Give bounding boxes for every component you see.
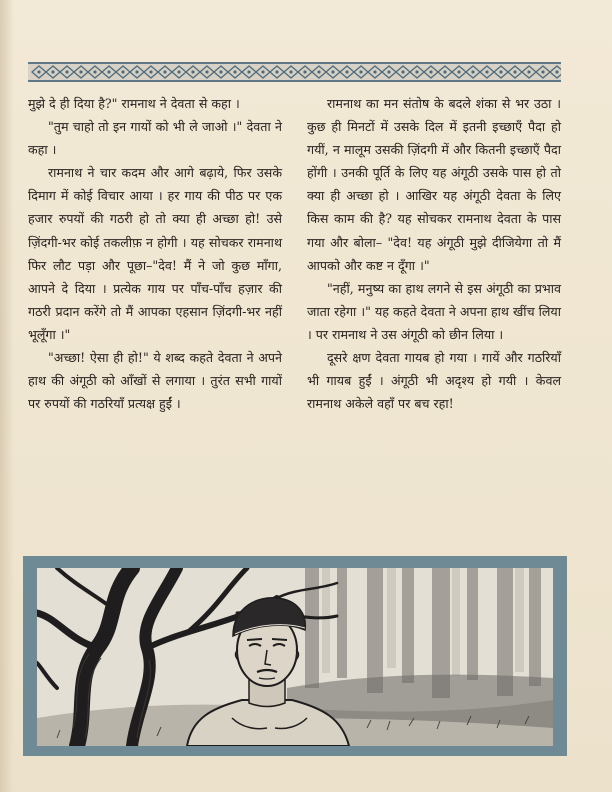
paragraph: दूसरे क्षण देवता गायब हो गया । गायें और गठरियाँ भी गायब हुईं । अंगूठी भी अदृश्य हो गयी । केवल रामनाथ अकेले वहाँ पर बच रहा! [307,350,561,412]
decorative-border [28,62,561,82]
story-illustration [23,556,567,756]
forest-scene-image [37,568,553,746]
paragraph: "तुम चाहो तो इन गायों को भी ले जाओ ।" देवता ने कहा । [28,119,282,158]
right-column [307,92,561,544]
paragraph: "नहीं, मनुष्य का हाथ लगने से इस अंगूठी का प्रभाव जाता रहेगा ।" यह कहते देवता ने अपना हाथ खींच लिया । पर रामनाथ ने उस अंगूठी को छीन लिया । [307,280,561,342]
left-column [28,92,282,544]
paragraph: "अच्छा! ऐसा ही हो!" ये शब्द कहते देवता ने अपने हाथ की अंगूठी को आँखों से लगाया । तुरंत सभी गायों पर रुपयों की गठरियाँ प्रत्यक्ष हुईं । [28,350,282,412]
paragraph: मुझे दे ही दिया है?" रामनाथ ने देवता से कहा । [28,96,240,111]
paragraph: रामनाथ का मन संतोष के बदले शंका से भर उठा । कुछ ही मिनटों में उसके दिल में इतनी इच्छाएँ पैदा हो गयीं, न मालूम उसकी ज़िंदगी में और कितनी इच्छाएँ पैदा होंगी । उनकी पूर्ति के लिए यह अंगूठी उसके पास हो तो क्या ही अच्छा हो । आखिर यह अंगूठी देवता के लिए किस काम की है? यह सोचकर रामनाथ देवता के पास गया और बोला– "देव! यह अंगूठी मुझे दीजियेगा तो मैं आपको और कष्ट न दूँगा ।" [307,96,561,273]
paragraph: रामनाथ ने चार कदम और आगे बढ़ाये, फिर उसके दिमाग में कोई विचार आया । हर गाय की पीठ पर एक हजार रुपयों की गठरी हो तो क्या ही अच्छा हो! उसे ज़िंदगी-भर कोई तकलीफ़ न होगी । यह सोचकर रामनाथ फिर लौट पड़ा और पूछा–"देव! मैं ने जो कुछ माँगा, आपने दे दिया । प्रत्येक गाय पर पाँच-पाँच हज़ार की गठरी प्रदान करेंगे तो मैं आपका एहसान ज़िंदगी-भर नहीं भूलूँगा ।" [28,165,282,342]
story-text [28,92,561,544]
border-pattern [28,64,561,80]
